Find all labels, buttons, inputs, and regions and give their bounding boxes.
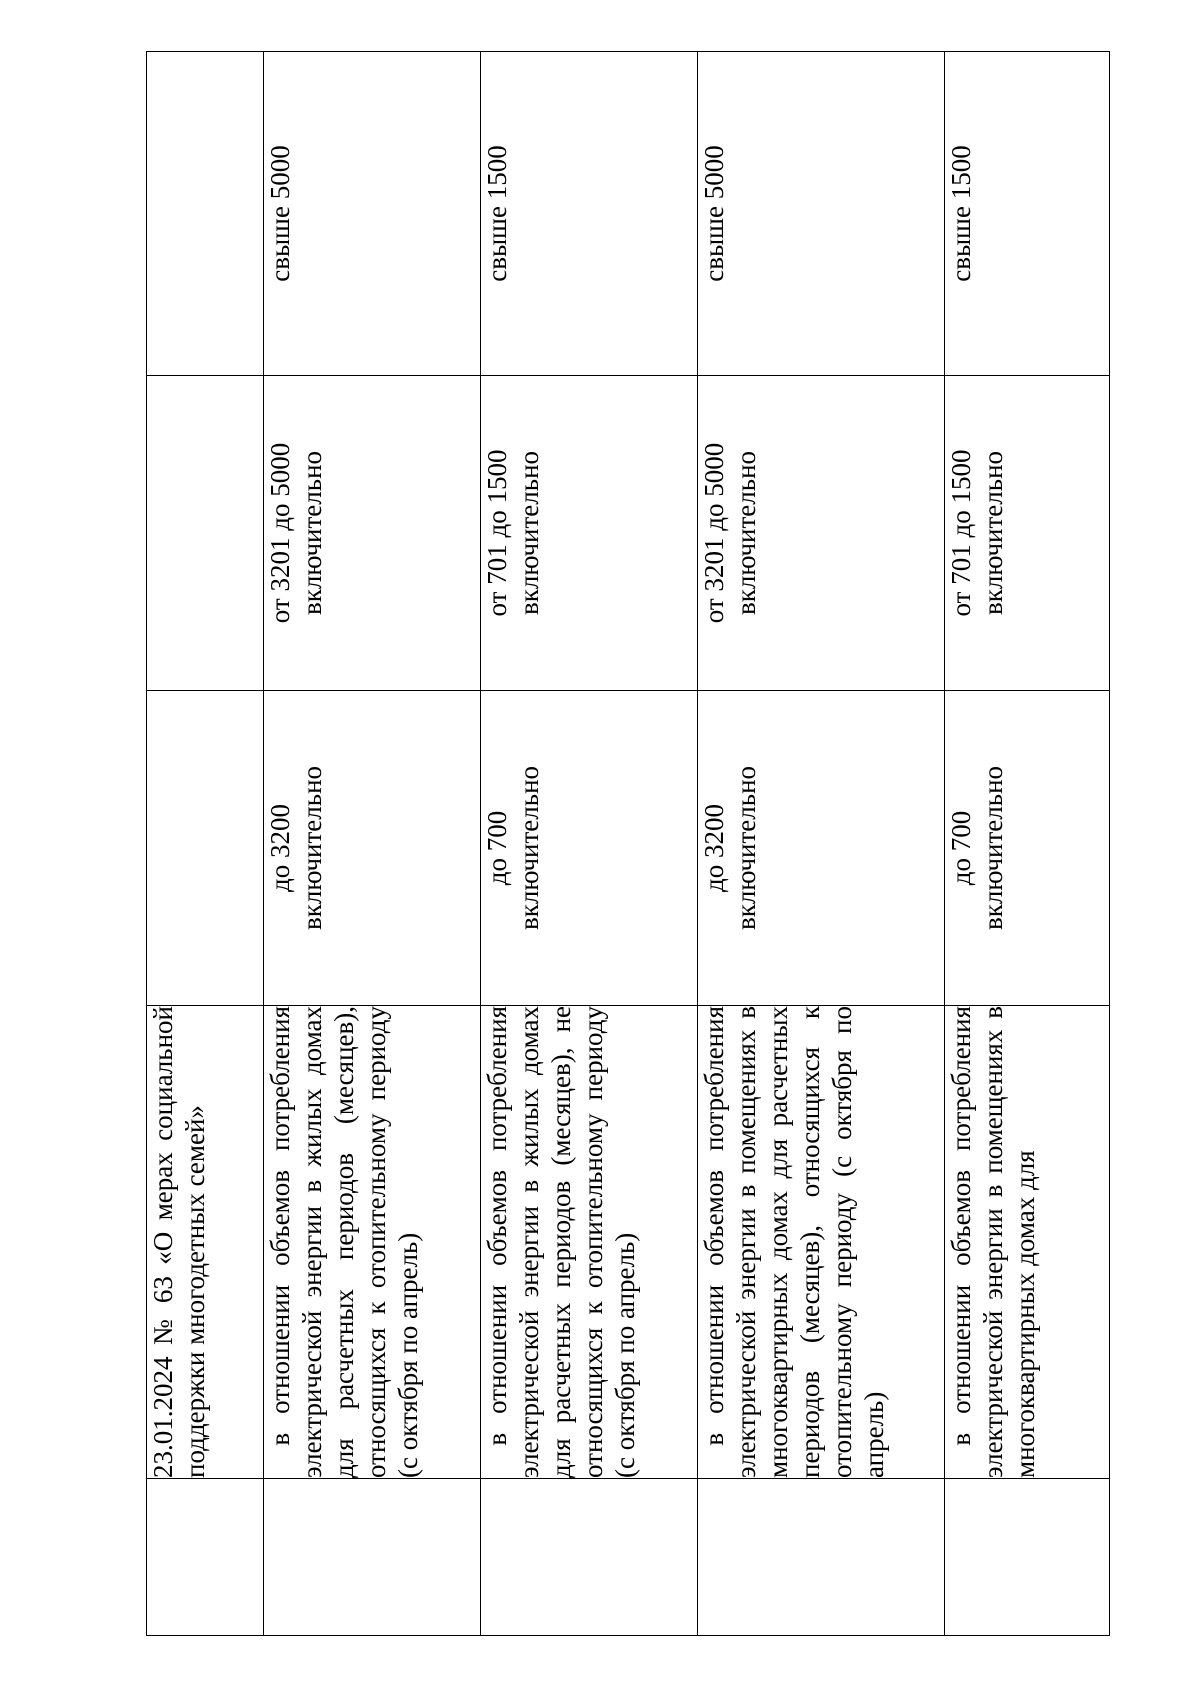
table-row: [698, 52, 945, 1636]
range-high-value: свыше 5000: [699, 145, 729, 282]
table-cell-empty: [147, 1479, 264, 1636]
table-cell-description: в отношении объемов потребления электрической энергии в жилых домах для расчетных периодов (месяцев), относящихся к отопительному периоду (с октября по апрель): [264, 1006, 481, 1479]
table-cell-range-low: [945, 691, 1110, 1006]
table-cell-empty: [481, 1479, 698, 1636]
table-cell-range-low: [264, 691, 481, 1006]
range-low-suffix: включительно: [978, 765, 1008, 931]
table-cell-empty: [945, 1479, 1110, 1636]
range-low-value: до 700: [946, 810, 976, 886]
range-mid-suffix: включительно: [731, 450, 761, 616]
tariff-table: [146, 51, 1110, 1636]
table-cell-range-low: [698, 691, 945, 1006]
range-mid-value: от 701 до 1500: [482, 449, 512, 617]
table-row: [945, 52, 1110, 1636]
range-high-value: свыше 1500: [946, 145, 976, 282]
rotated-page: [146, 52, 1104, 1636]
table-cell-range-mid: [481, 376, 698, 691]
range-low-value: до 3200: [265, 804, 295, 892]
range-high-value: свыше 1500: [482, 145, 512, 282]
range-mid-value: от 3201 до 5000: [265, 442, 295, 624]
table-cell-empty: [147, 376, 264, 691]
range-mid-suffix: включительно: [297, 450, 327, 616]
range-mid-suffix: включительно: [514, 450, 544, 616]
table-cell-description: в отношении объемов потребления электрической энергии в жилых домах для расчетных периодов (месяцев), не относящихся к отопительному периоду (с октября по апрель): [481, 1006, 698, 1479]
table-cell-empty: [698, 1479, 945, 1636]
range-mid-value: от 3201 до 5000: [699, 442, 729, 624]
table-row-header: [147, 52, 264, 1636]
range-high-value: свыше 5000: [265, 145, 295, 282]
table-cell-description: в отношении объемов потребления электрической энергии в помещениях в многоквартирных домах для: [945, 1006, 1110, 1479]
table-cell-range-mid: [264, 376, 481, 691]
table-cell-description: в отношении объемов потребления электрической энергии в помещениях в многоквартирных домах для расчетных периодов (месяцев), относящихся к отопительному периоду (с октября по апрель): [698, 1006, 945, 1479]
table-cell-range-high: [945, 52, 1110, 376]
table-cell-range-high: [481, 52, 698, 376]
range-low-suffix: включительно: [514, 765, 544, 931]
table-cell-empty: [147, 52, 264, 376]
range-low-suffix: включительно: [731, 765, 761, 931]
range-mid-suffix: включительно: [978, 450, 1008, 616]
range-mid-value: от 701 до 1500: [946, 449, 976, 617]
table-cell-range-mid: [945, 376, 1110, 691]
range-low-suffix: включительно: [297, 765, 327, 931]
table-row: [481, 52, 698, 1636]
range-low-value: до 700: [482, 810, 512, 886]
range-low-value: до 3200: [699, 804, 729, 892]
table-cell-range-high: [698, 52, 945, 376]
table-cell-range-mid: [698, 376, 945, 691]
table-cell-empty: [147, 691, 264, 1006]
table-cell-range-high: [264, 52, 481, 376]
table-cell-range-low: [481, 691, 698, 1006]
table-cell-description: 23.01.2024 № 63 «О мерах социальной поддержки многодетных семей»: [147, 1006, 264, 1479]
table-cell-empty: [264, 1479, 481, 1636]
table-row: [264, 52, 481, 1636]
